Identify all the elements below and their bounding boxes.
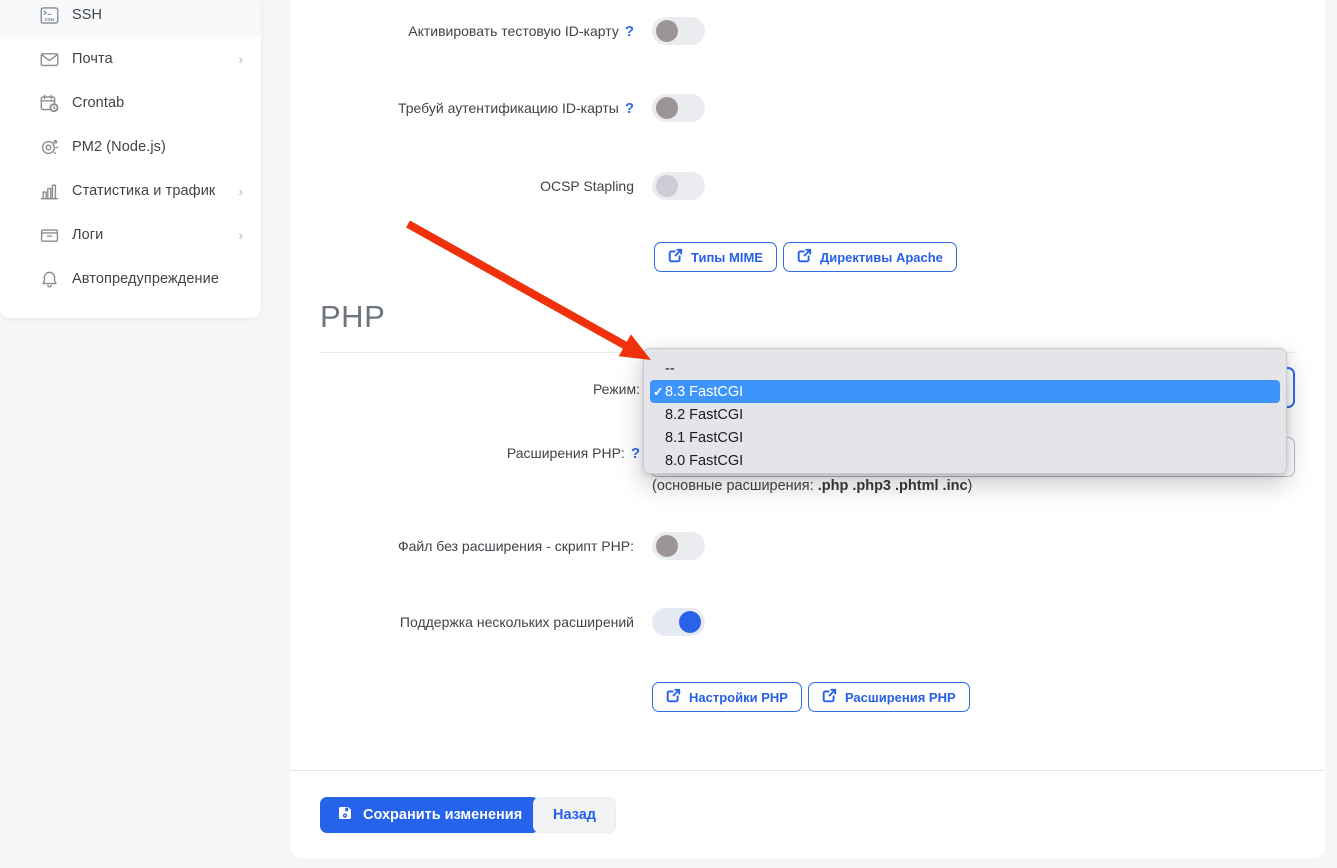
mode-label: Режим:: [592, 381, 640, 397]
dropdown-option-selected[interactable]: [650, 380, 1280, 403]
option-label: 8.3 FastCGI: [665, 383, 744, 400]
php-extensions-button[interactable]: [808, 682, 970, 712]
check-icon: ✓: [653, 385, 664, 399]
form-row: [290, 608, 705, 636]
svg-text:SSH: SSH: [44, 17, 55, 23]
sidebar-item-label: Автопредупреждение: [72, 271, 219, 287]
sidebar-item-label: PM2 (Node.js): [72, 139, 166, 155]
apache-directives-button[interactable]: [783, 242, 957, 272]
mail-icon: [40, 50, 59, 69]
toggle-ocsp-stapling[interactable]: [652, 172, 705, 200]
save-changes-button[interactable]: [320, 797, 539, 833]
chevron-right-icon: ›: [238, 51, 243, 67]
sidebar-item-label: Crontab: [72, 95, 125, 111]
form-row: [290, 172, 705, 200]
extensions-hint: (основные расширения: .php .php3 .phtml .inc): [652, 478, 973, 494]
mime-types-button[interactable]: [654, 242, 777, 272]
external-link-icon: [666, 688, 681, 706]
button-label: Сохранить изменения: [363, 807, 523, 823]
toggle-test-id-card[interactable]: [652, 17, 705, 45]
toggle-require-id-auth[interactable]: [652, 94, 705, 122]
toggle-knob: [656, 175, 678, 197]
button-label: Типы MIME: [691, 249, 763, 265]
footer-divider: [290, 770, 1325, 771]
save-icon: [337, 805, 353, 825]
field-label: Требуй аутентификацию ID-карты ?: [397, 99, 634, 117]
button-label: Директивы Apache: [819, 249, 943, 265]
bar-chart-icon: [40, 182, 59, 201]
button-label: Настройки PHP: [689, 689, 788, 705]
sidebar-item-label: Статистика и трафик: [72, 183, 216, 199]
external-link-icon: [668, 248, 683, 266]
field-label: Поддержка нескольких расширений: [399, 614, 634, 630]
toggle-knob: [656, 535, 678, 557]
form-row: [290, 532, 705, 560]
toggle-extensionless-php[interactable]: [652, 532, 705, 560]
form-row: [290, 94, 705, 122]
toggle-knob: [656, 97, 678, 119]
sidebar-item-label: Логи: [72, 227, 104, 243]
dropdown-option[interactable]: [650, 426, 1280, 449]
ssh-terminal-icon: [40, 6, 59, 25]
help-icon[interactable]: ?: [624, 99, 634, 117]
sidebar-menu: [0, 0, 261, 301]
help-icon[interactable]: ?: [630, 445, 640, 462]
apache-links-row: [654, 242, 957, 272]
process-gear-icon: [40, 138, 59, 157]
sidebar-item-stats[interactable]: [0, 169, 261, 213]
sidebar-item-pm2[interactable]: [0, 125, 261, 169]
toggle-multiple-extensions[interactable]: [652, 608, 705, 636]
sidebar-item-ssh[interactable]: [0, 0, 261, 37]
sidebar-item-label: SSH: [72, 7, 103, 23]
sidebar-item-crontab[interactable]: [0, 81, 261, 125]
php-settings-button[interactable]: [652, 682, 802, 712]
php-section-heading: PHP: [320, 299, 386, 334]
field-label: Файл без расширения - скрипт PHP:: [397, 538, 634, 554]
bell-icon: [40, 270, 59, 289]
dropdown-option[interactable]: [650, 357, 1280, 380]
field-label: OCSP Stapling: [540, 178, 634, 194]
option-label: 8.2 FastCGI: [665, 406, 744, 423]
dropdown-option[interactable]: [650, 449, 1280, 472]
toggle-knob: [679, 611, 701, 633]
sidebar: [0, 0, 261, 318]
external-link-icon: [797, 248, 812, 266]
chevron-right-icon: ›: [238, 183, 243, 199]
sidebar-item-mail[interactable]: [0, 37, 261, 81]
option-label: --: [665, 360, 675, 377]
sidebar-item-logs[interactable]: [0, 213, 261, 257]
archive-box-icon: [40, 226, 59, 245]
hint-extensions-list: .php .php3 .phtml .inc: [817, 478, 968, 494]
php-mode-dropdown-popup: [643, 348, 1287, 474]
option-label: 8.0 FastCGI: [665, 452, 744, 469]
sidebar-item-label: Почта: [72, 51, 113, 67]
external-link-icon: [822, 688, 837, 706]
extensions-label: Расширения PHP: ?: [506, 445, 640, 462]
calendar-clock-icon: [40, 94, 59, 113]
dropdown-option[interactable]: [650, 403, 1280, 426]
button-label: Назад: [553, 807, 596, 823]
button-label: Расширения PHP: [844, 689, 956, 705]
back-button[interactable]: [533, 797, 616, 833]
sidebar-item-autowarn[interactable]: [0, 257, 261, 301]
php-links-row: [652, 682, 970, 712]
form-row: [290, 17, 705, 45]
option-label: 8.1 FastCGI: [665, 429, 744, 446]
toggle-knob: [656, 20, 678, 42]
field-label: Активировать тестовую ID-карту ?: [408, 22, 634, 40]
chevron-right-icon: ›: [238, 227, 243, 243]
help-icon[interactable]: ?: [624, 22, 634, 40]
